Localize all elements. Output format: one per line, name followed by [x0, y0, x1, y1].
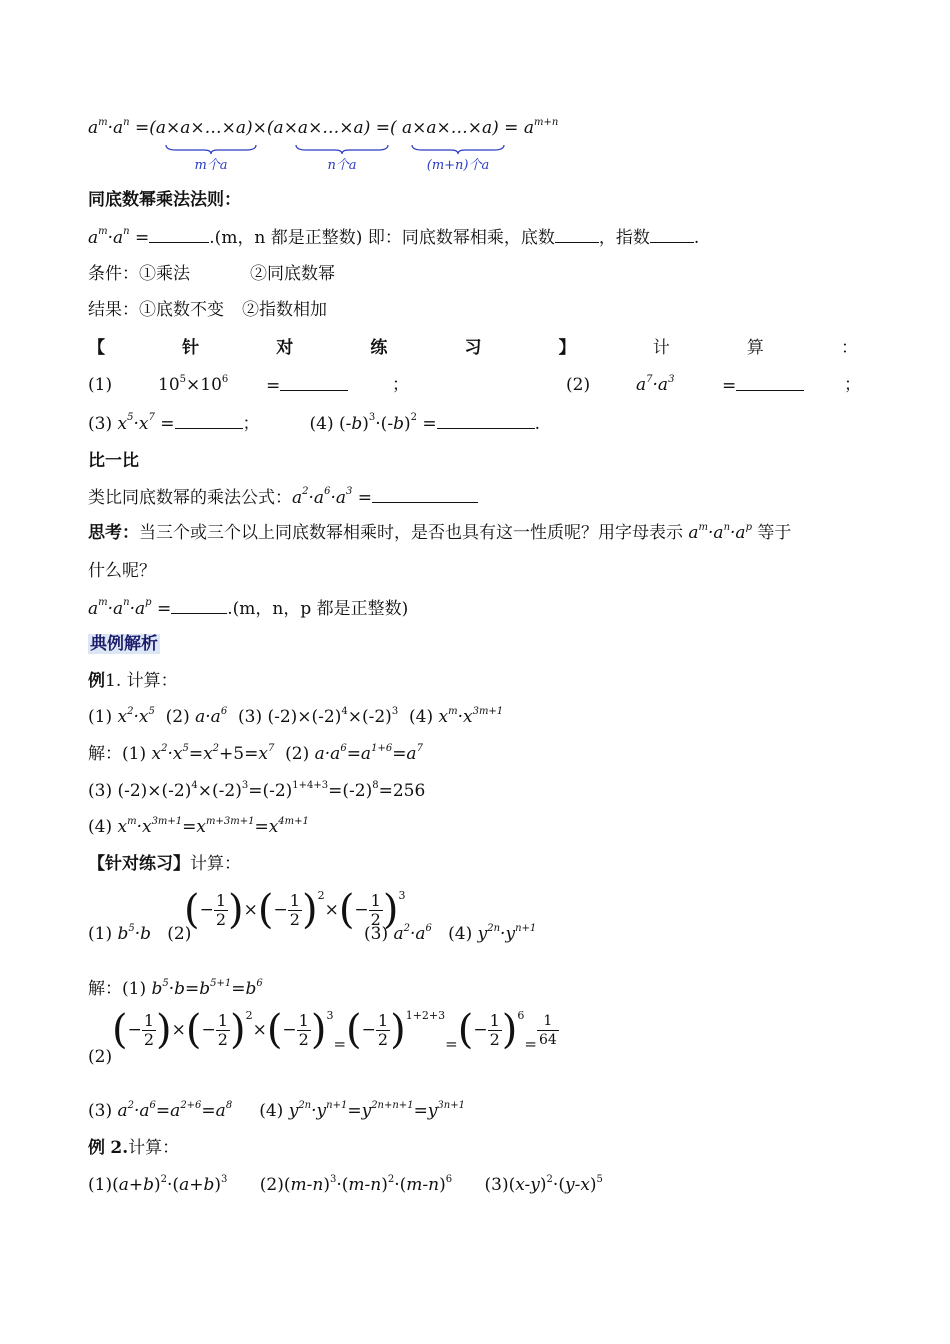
compare-heading: 比一比 — [88, 451, 139, 471]
think-formula: $a^m\cdot a^n\cdot a^p = .(m$，n，p 都是正整数) — [88, 597, 409, 619]
rule-conditions: 条件：①乘法 ②同底数幂 — [88, 264, 335, 284]
practice1-row2: (3) $x^5\cdot x^7$ = ； (4) $(-b)^3\cdot(-b)^2$ = . — [88, 412, 541, 434]
example1-solution-3: (3) $(-2)\times(-2)^4\times(-2)^3=(-2)^{1+4+3}=(-2)^8=256$ — [88, 780, 426, 801]
example1-problems: (1) $x^2\cdot x^5$ (2) $a\cdot a^6$ (3) $(-2)\times(-2)^4\times(-2)^3$ (4) $x^m\cdot x^{3m+1}$ — [88, 706, 504, 727]
practice1-heading: 【 针 对 练 习 】 计 算 ： — [88, 338, 858, 358]
practice2-solution-1: 解：(1) $b^5\cdot b=b^{5+1}=b^6$ — [88, 978, 263, 999]
think-question-cont: 什么呢？ — [88, 561, 156, 581]
example-section-title: 典例解析 — [90, 634, 158, 654]
brace-mn-a: (m+n)个a — [410, 144, 506, 173]
example1-solution-4: (4) $x^m\cdot x^{3m+1}=x^{m+3m+1}=x^{4m+1}$ — [88, 816, 309, 837]
example2-title: 例 2.计算： — [88, 1138, 180, 1158]
rule-heading: 同底数幂乘法法则： — [88, 190, 241, 210]
brace-m-a: m个a — [164, 144, 258, 173]
think-question: 思考：当三个或三个以上同底数幂相乘时，是否也具有这一性质呢？用字母表示 $a^m\cdot a^n\cdot a^p$ 等于 — [88, 522, 792, 543]
example1-solution-1: 解：(1) $x^2\cdot x^5=x^2+5=x^7$ (2) $a\cdot a^6=a^{1+6}=a^7$ — [88, 743, 423, 764]
brace-n-a: n个a — [294, 144, 390, 173]
rule-formula: $a^m\cdot a^n = .(m$，n 都是正整数) 即：同底数幂相乘，底数 ，指数 . — [88, 226, 700, 248]
example2-problems: $(1)(a+b)^2\cdot(a+b)^3$ $(2)(m-n)^3\cdot(m-n)^2\cdot(m-n)^6$ $(3)(x-y)^2\cdot(y-x)^5$ — [88, 1174, 603, 1195]
practice2-solution-3-4: (3) $a^2\cdot a^6=a^{2+6}=a^8$ (4) $y^{2n}\cdot y^{n+1}=y^{2n+n+1}=y^{3n+1}$ — [88, 1100, 465, 1121]
practice1-row1: (1) $10^5\times 10^6$ = ； (2) $a^7\cdot a^3$ = ； — [88, 374, 861, 396]
rule-results: 结果：①底数不变 ②指数相加 — [88, 300, 327, 320]
practice2-title: 【针对练习】计算： — [88, 854, 241, 874]
compare-formula: 类比同底数幂的乘法公式：$a^2\cdot a^6\cdot a^3$ = — [88, 486, 478, 509]
derivation-formula: $a^m\cdot a^n$ =(a×a×…×a)×(a×a×…×a) =( a×a×…×a) = $a^{m+n}$ — [88, 117, 559, 138]
example1-title: 例1. 计算： — [88, 671, 178, 691]
